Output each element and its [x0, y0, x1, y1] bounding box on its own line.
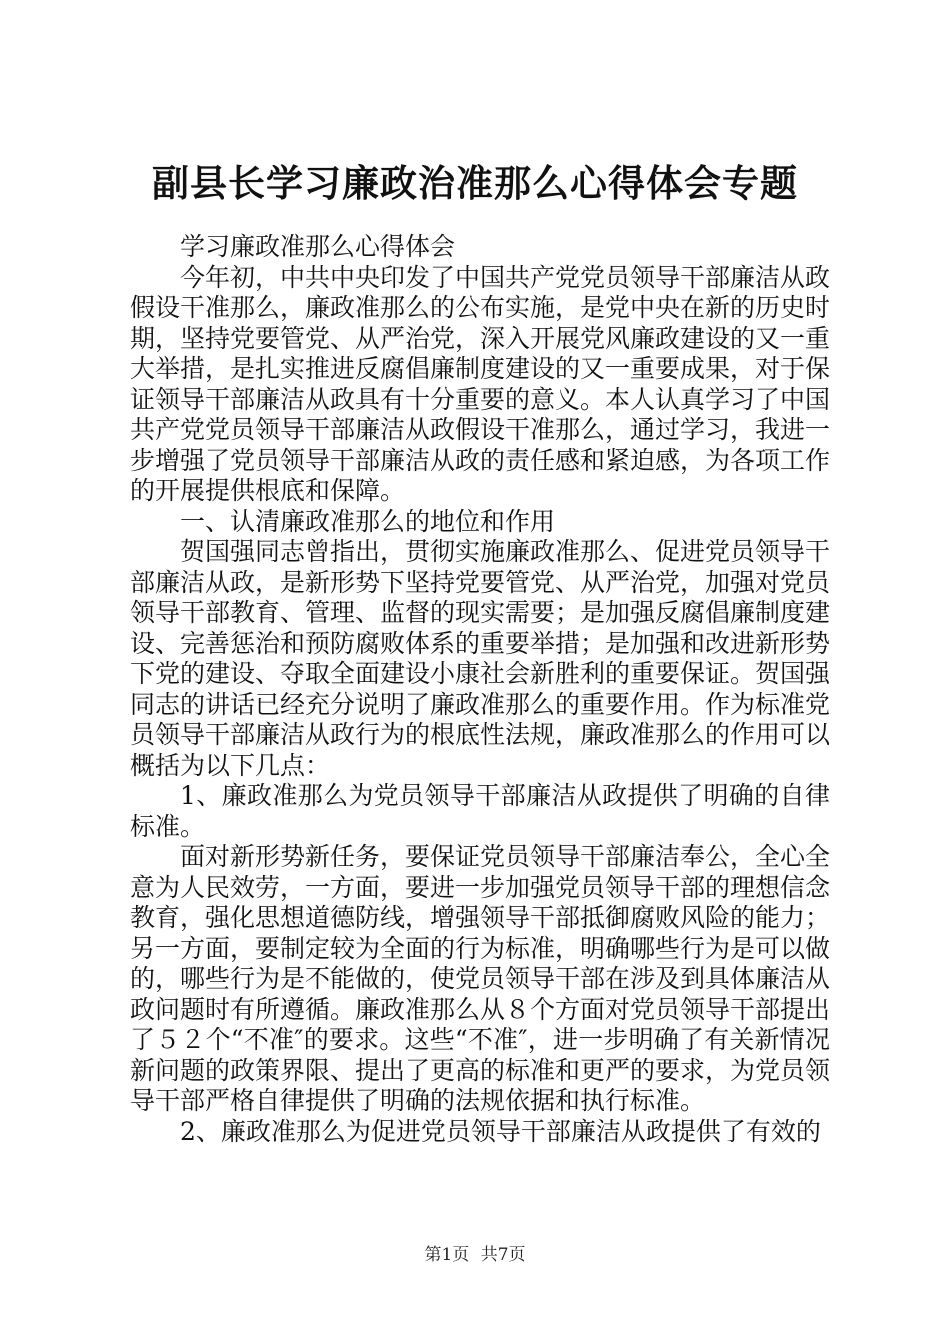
body-paragraph: 面对新形势新任务，要保证党员领导干部廉洁奉公，全心全意为人民效劳，一方面，要进一步加强党员领导干部的理想信念教育，强化思想道德防线，增强领导干部抵御腐败风险的能力；另一方面，要制定较为全面的行为标准，明确哪些行为是可以做的，哪些行为是不能做的，使党员领导干部在涉及到具体廉洁从政问题时有所遵循。廉政准那么从８个方面对党员领导干部提出了５２个“不准″的要求。这些“不准″，进一步明确了有关新情况新问题的政策界限、提出了更高的标准和更严的要求，为党员领导干部严格自律提供了明确的法规依据和执行标准。: [130, 842, 831, 1115]
body-paragraph: 今年初，中共中央印发了中国共产党党员领导干部廉洁从政假设干准那么，廉政准那么的公布实施，是党中央在新的历史时期，坚持党要管党、从严治党，深入开展党风廉政建设的又一重大举措，是扎实推进反腐倡廉制度建设的又一重要成果，对于保证领导干部廉洁从政具有十分重要的意义。本人认真学习了中国共产党党员领导干部廉洁从政假设干准那么，通过学习，我进一步增强了党员领导干部廉洁从政的责任感和紧迫感，为各项工作的开展提供根底和保障。: [130, 262, 831, 505]
body-paragraph: 贺国强同志曾指出，贯彻实施廉政准那么、促进党员领导干部廉洁从政，是新形势下坚持党要管党、从严治党，加强对党员领导干部教育、管理、监督的现实需要；是加强反腐倡廉制度建设、完善惩治和预防腐败体系的重要举措；是加强和改进新形势下党的建设、夺取全面建设小康社会新胜利的重要保证。贺国强同志的讲话已经充分说明了廉政准那么的重要作用。作为标准党员领导干部廉洁从政行为的根底性法规，廉政准那么的作用可以概括为以下几点：: [130, 537, 831, 780]
page-number: 第1页: [424, 1245, 470, 1265]
subtitle-paragraph: 学习廉政准那么心得体会: [180, 232, 456, 261]
document-title: 副县长学习廉政治准那么心得体会专题: [152, 161, 798, 205]
document-body: [130, 232, 830, 1147]
numbered-point: 2、廉政准那么为促进党员领导干部廉洁从政提供了有效的: [180, 1116, 821, 1146]
section-heading: 一、认清廉政准那么的地位和作用: [180, 506, 556, 536]
numbered-point: 1、廉政准那么为党员领导干部廉洁从政提供了明确的自律标准。: [130, 781, 830, 841]
page-footer: [0, 1240, 950, 1265]
page-total: 共7页: [480, 1245, 526, 1265]
